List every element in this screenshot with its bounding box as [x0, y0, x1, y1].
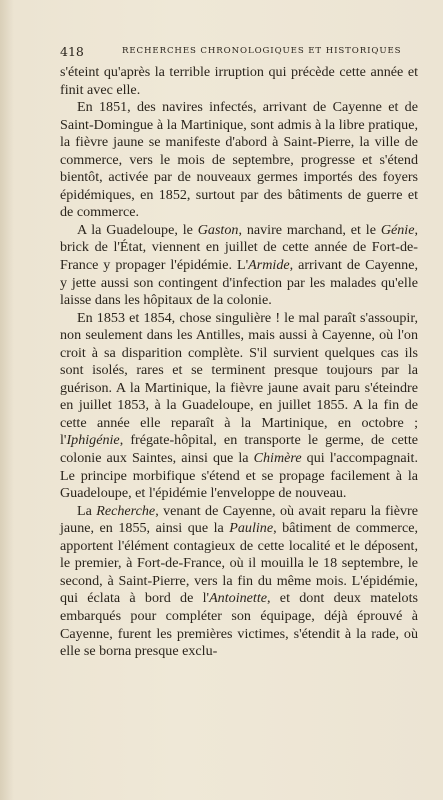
text-span: qui l'accompagnait. Le principe morbifique s'étend et se propage facilement à la Guadeloupe, et l'épidémie l'enveloppe de nouveau. — [60, 450, 418, 502]
text-span: En 1853 et 1854, chose singulière ! le mal paraît s'assoupir, non seulement dans les Antilles, mais aussi à Cayenne, où l'on croit à sa disparition complète. S'il survient quelques cas ils sont isolés, rares et se terminent presque toujours par la guérison. A la Martinique, la fièvre jaune avait paru s'éteindre en juillet 1853, à la Guadeloupe, en juillet 1855. A la fin de cette année elle reparaît à la Martinique, en octobre ; l' — [60, 309, 418, 449]
italic-text: Génie — [380, 221, 415, 238]
italic-text: Gaston — [197, 221, 239, 238]
running-title: RECHERCHES CHRONOLOGIQUES ET HISTORIQUES — [122, 46, 402, 56]
text-span: , brick de l'État, viennent en juillet de cette année de Fort-de-France y propager l'épidémie. L' — [60, 221, 418, 274]
paragraph — [60, 310, 418, 503]
italic-text: Chimère — [253, 450, 302, 467]
text-span: , arrivant de Cayenne, y jette aussi son contingent d'infection par les malades qu'elle laisse dans les hôpitaux de la colonie. — [60, 257, 418, 309]
page-number: 418 — [60, 44, 84, 59]
text-span: , venant de Cayenne, où avait reparu la fièvre jaune, en 1855, ainsi que la — [60, 502, 418, 537]
paragraph — [60, 64, 418, 99]
text-span: A la Guadeloupe, le — [77, 221, 198, 238]
text-span: En 1851, des navires infectés, arrivant de Cayenne et de Saint-Domingue à la Martinique, sont admis à la libre pratique, la fièvre jaune se manifeste d'abord à Saint-Pierre, la ville de commerce, vers le mois de septembre, progresse et s'étend bientôt, activée par de nouveaux germes importés des foyers épidémiques, en 1852, surtout par des bâtiments de guerre et de commerce. — [60, 99, 418, 221]
italic-text: Pauline — [229, 520, 274, 537]
paragraph — [60, 503, 418, 661]
italic-text: Iphigénie — [66, 432, 120, 449]
paragraph — [60, 222, 418, 310]
italic-text: Armide — [248, 257, 290, 274]
italic-text: Recherche — [96, 502, 156, 519]
text-span: , et dont deux matelots embarqués pour compléter son équipage, déjà éprouvé à Cayenne, furent les premières victimes, s'étendit à la rade, où elle se borna presque exclu- — [60, 590, 419, 660]
text-span: , frégate-hôpital, en transporte le germe, de cette colonie aux Saintes, ainsi que la — [60, 432, 418, 467]
text-span: La — [77, 502, 97, 519]
body-text — [60, 64, 418, 661]
text-span: , navire marchand, et le — [238, 221, 381, 238]
italic-text: Antoinette — [209, 590, 268, 607]
page-header — [60, 44, 425, 60]
text-span: , bâtiment de commerce, apportent l'élément contagieux de cette localité et le déposent, le premier, à Fort-de-France, où il mouilla le 18 septembre, le second, à Saint-Pierre, vers la fin du même mois. L'épidémie, qui éclata à bord de l' — [60, 520, 418, 607]
paragraph — [60, 99, 418, 222]
text-span: s'éteint qu'après la terrible irruption qui précède cette année et finit avec elle. — [60, 64, 418, 98]
